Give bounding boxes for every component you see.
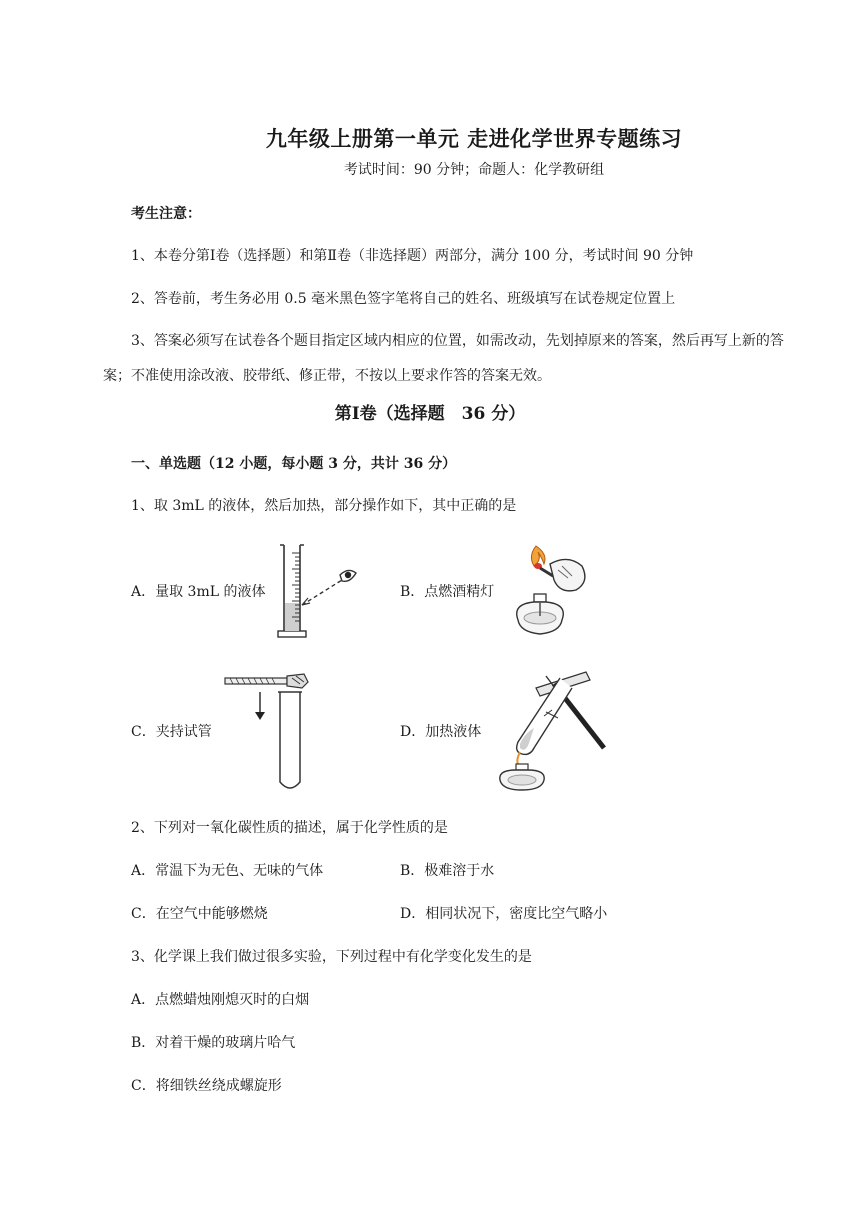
q1-option-d: D．加热液体 (400, 724, 482, 740)
graduated-cylinder-figure (270, 543, 370, 643)
page-title: 九年级上册第一单元 走进化学世界专题练习 (265, 126, 683, 151)
test-tube-holder-figure (222, 672, 322, 794)
q3-option-a: A．点燃蜡烛刚熄灭时的白烟 (131, 992, 310, 1008)
q2-option-a: A．常温下为无色、无味的气体 (131, 863, 324, 879)
question-3-stem: 3、化学课上我们做过很多实验，下列过程中有化学变化发生的是 (131, 949, 532, 965)
q1-option-a: A．量取 3mL 的液体 (131, 584, 266, 600)
question-2-stem: 2、下列对一氧化碳性质的描述，属于化学性质的是 (131, 820, 448, 836)
alcohol-lamp-figure (498, 542, 598, 642)
q2-option-d: D．相同状况下，密度比空气略小 (400, 906, 608, 922)
section-title: 第Ⅰ卷（选择题 36 分） (334, 404, 526, 424)
q2-option-b: B．极难溶于水 (400, 863, 495, 879)
notice-item-1: 1、本卷分第Ⅰ卷（选择题）和第Ⅱ卷（非选择题）两部分，满分 100 分，考试时间 90 分钟 (131, 248, 694, 264)
q1-option-c: C．夹持试管 (131, 724, 212, 740)
notice-heading: 考生注意： (131, 206, 201, 222)
heating-liquid-figure (494, 668, 614, 794)
exam-subtitle: 考试时间：90 分钟；命题人：化学教研组 (343, 162, 605, 178)
q2-option-c: C．在空气中能够燃烧 (131, 906, 268, 922)
notice-item-3: 3、答案必须写在试卷各个题目指定区域内相应的位置，如需改动，先划掉原来的答案，然后再写上新的答案；不准使用涂改液、胶带纸、修正带，不按以上要求作答的答案无效。 (103, 333, 784, 384)
q3-option-c: C．将细铁丝绕成螺旋形 (131, 1078, 282, 1094)
part-heading: 一、单选题（12 小题，每小题 3 分，共计 36 分） (131, 456, 457, 472)
notice-item-2: 2、答卷前，考生务必用 0.5 毫米黑色签字笔将自己的姓名、班级填写在试卷规定位置上 (131, 291, 676, 307)
q3-option-b: B．对着干燥的玻璃片哈气 (131, 1035, 296, 1051)
question-1-stem: 1、取 3mL 的液体，然后加热，部分操作如下，其中正确的是 (131, 498, 517, 514)
q1-option-b: B．点燃酒精灯 (400, 584, 495, 600)
